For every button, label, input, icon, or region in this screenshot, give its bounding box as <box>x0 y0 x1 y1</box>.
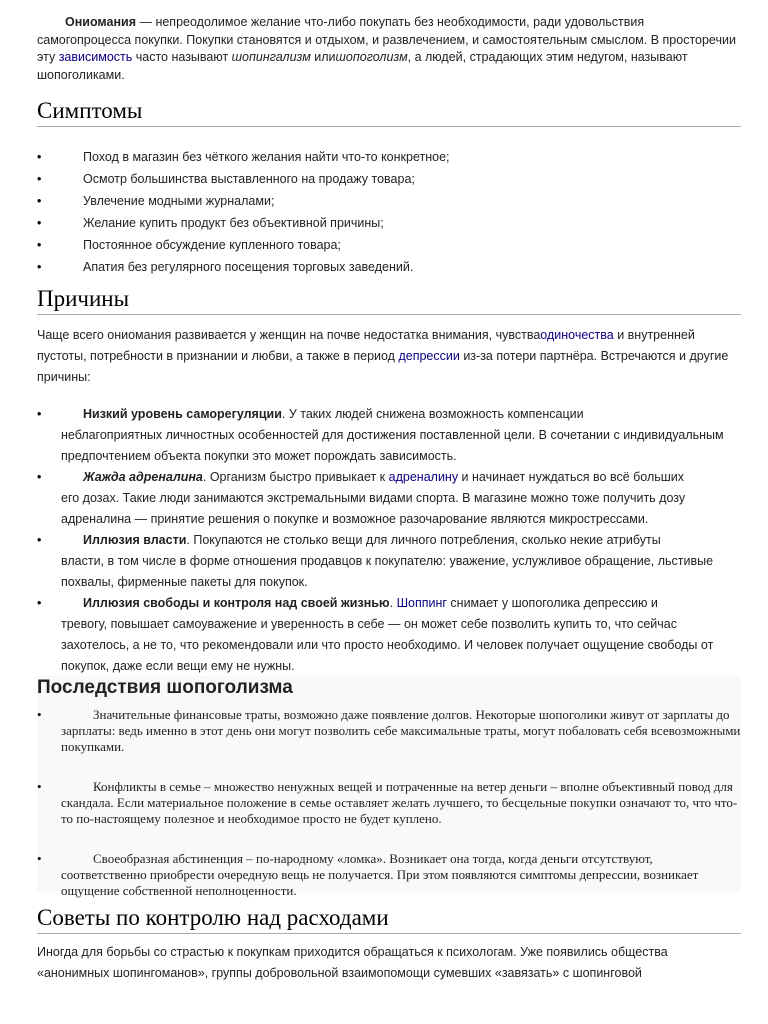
causes-section <box>37 286 741 677</box>
symptoms-section <box>37 98 741 278</box>
list-item <box>37 530 741 593</box>
causes-paragraph <box>37 325 741 388</box>
list-item <box>37 707 741 755</box>
intro-em-1: шопингализм <box>231 50 311 64</box>
cause-text: . Организм быстро привыкает к <box>202 470 389 484</box>
intro-text-2: часто называют <box>132 50 232 64</box>
list-item: • Увлечение модными журналами; <box>37 190 741 212</box>
list-item: • Апатия без регулярного посещения торговых заведений. <box>37 256 741 278</box>
causes-heading: Причины <box>37 286 741 315</box>
cause-body: его дозах. Такие люди занимаются экстремальными видами спорта. В магазине можно тоже получить дозу адреналина — принятие решения о покупке и возможное разочарование являются микрострессами. <box>61 491 686 526</box>
symptoms-heading: Симптомы <box>37 98 741 127</box>
list-item: • Постоянное обсуждение купленного товара; <box>37 234 741 256</box>
causes-text-3: из-за потери партнёра. Встречаются и другие причины: <box>37 349 729 384</box>
intro-em-2: шопоголизм <box>335 50 408 64</box>
link-loneliness[interactable]: одиночества <box>540 328 614 342</box>
list-item <box>37 404 741 467</box>
cause-title: Иллюзия власти <box>83 533 187 547</box>
cause-text-2: и начинает нуждаться во всё больших <box>458 470 685 484</box>
symptoms-list <box>37 146 741 278</box>
advice-section <box>37 905 741 984</box>
consequences-list <box>37 707 741 899</box>
causes-list <box>37 404 741 677</box>
list-item <box>37 467 741 530</box>
intro-term: Ониомания <box>65 15 136 29</box>
consequence-text: Конфликты в семье – множество ненужных вещей и потраченные на ветер деньги – вполне объективный повод для скандала. Если материальное положение в семье оставляет желать лучшего, то бесцельные покупки означают то, что что-то по-настоящему полезное и необходимое просто не будет куплено. <box>61 779 738 826</box>
intro-paragraph <box>37 14 741 84</box>
list-item: • Желание купить продукт без объективной причины; <box>37 212 741 234</box>
cause-body: тревогу, повышает самоуважение и уверенность в себе — он может себе позволить купить то, что сейчас захотелось, а не то, что рекомендовали или что просто необходимо. И человек получает ощущение свободы от покупок, даже если вещи ему не нужны. <box>61 617 714 673</box>
link-dependency[interactable]: зависимость <box>58 50 133 64</box>
link-adrenaline[interactable]: адреналину <box>388 470 459 484</box>
cause-text: . У таких людей снижена возможность компенсации <box>281 407 584 421</box>
cause-body: неблагоприятных личностных особенностей для достижения поставленной цели. В сочетании с индивидуальным предпочтением объекта покупки это может порождать зависимость. <box>61 428 724 463</box>
list-item <box>37 593 741 677</box>
cause-title: Низкий уровень саморегуляции <box>83 407 282 421</box>
cause-title: Иллюзия свободы и контроля над своей жизнью <box>83 596 390 610</box>
intro-text-3: или <box>310 50 336 64</box>
consequence-text: Своеобразная абстиненция – по-народному «ломка». Возникает она тогда, когда деньги отсутствуют, соответственно приобрести очередную вещь не получается. При этом появляются симптомы депрессии, возникает ощущение собственной неполноценности. <box>61 851 699 898</box>
advice-heading: Советы по контролю над расходами <box>37 905 741 934</box>
consequences-heading: Последствия шопоголизма <box>37 677 293 698</box>
list-item <box>37 779 741 827</box>
cause-text-2: снимает у шопоголика депрессию и <box>446 596 658 610</box>
list-item: • Поход в магазин без чёткого желания найти что-то конкретное; <box>37 146 741 168</box>
link-shopping[interactable]: Шоппинг <box>396 596 447 610</box>
list-item <box>37 851 741 899</box>
intro-text-1: — непреодолимое желание что-либо покупать без необходимости, ради удовольствия самогопроцесса покупки. Покупки становятся и отдыхом, и развлечением, и самостоятельным смыслом. В просторечии эту <box>37 15 736 64</box>
cause-title: Жажда адреналина <box>83 470 203 484</box>
causes-text-2: и внутренней пустоты, потребности в признании и любви, а также в период <box>37 328 695 363</box>
consequence-text: Значительные финансовые траты, возможно даже появление долгов. Некоторые шопоголики живут от зарплаты до зарплаты: ведь именно в этот день они могут позволить себе максимальные траты, могут побаловать себя всевозможными покупками. <box>61 707 741 754</box>
consequences-section <box>37 676 741 898</box>
intro-text-4: , а людей, страдающих этим недугом, называют шопоголиками. <box>37 50 688 82</box>
cause-body: власти, в том числе в форме отношения продавцов к покупателю: уважение, услужливое обращение, льстивые похвалы, фирменные пакеты для покупок. <box>61 554 714 589</box>
advice-paragraph: Иногда для борьбы со страстью к покупкам приходится обращаться к психологам. Уже появились общества «анонимных шопингоманов», группы добровольной взаимопомощи сумевших «завязать» с шопинговой <box>37 945 668 980</box>
causes-text-1: Чаще всего ониомания развивается у женщин на почве недостатка внимания, чувства <box>37 328 541 342</box>
cause-text: . Покупаются не столько вещи для личного потребления, сколько некие атрибуты <box>186 533 661 547</box>
link-depression[interactable]: депрессии <box>398 349 460 363</box>
list-item: • Осмотр большинства выставленного на продажу товара; <box>37 168 741 190</box>
cause-text: . <box>389 596 397 610</box>
